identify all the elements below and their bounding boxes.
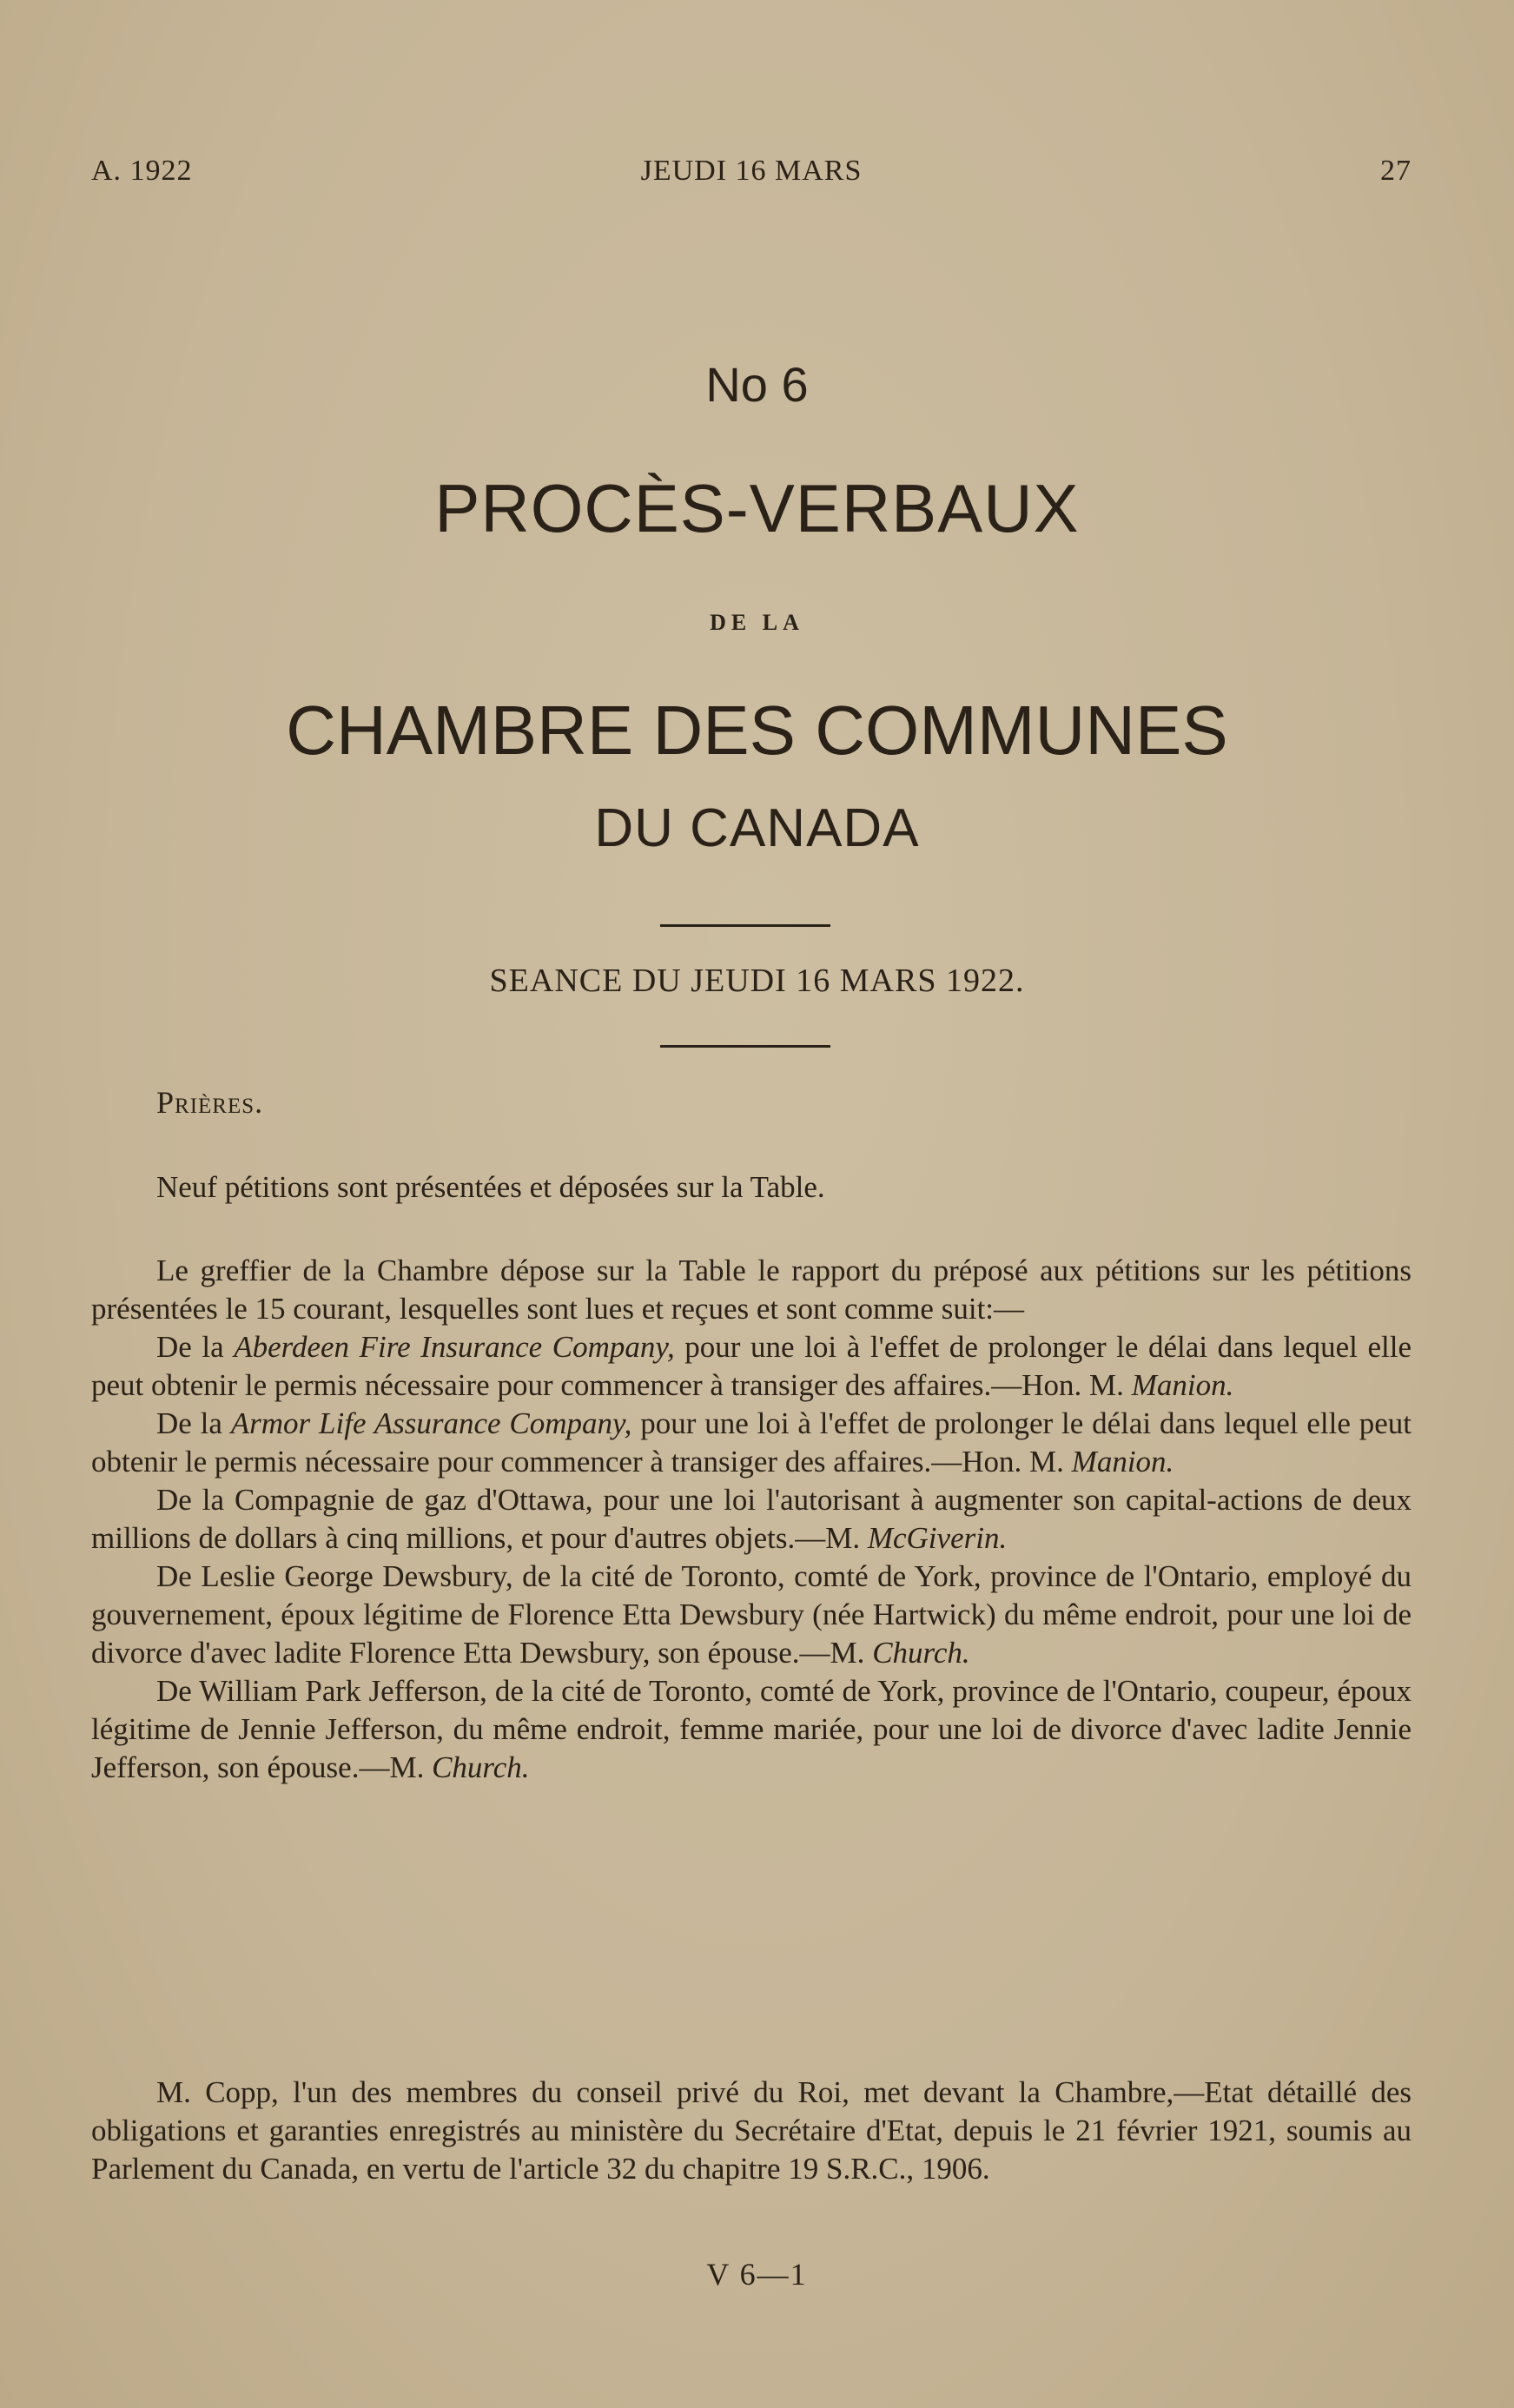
divider-bottom (660, 1045, 830, 1048)
report-section (91, 1252, 1412, 1787)
petition-text: De Leslie George Dewsbury, de la cité de Toronto, comté de York, province de l'Ontario, employé du gouvernement, époux légitime de Florence Etta Dewsbury (née Hartwick) du même endroit, pour une loi de divorce d'avec ladite Florence Etta Dewsbury, son épouse.—M. (91, 1559, 1412, 1670)
signature-mark: V 6—1 (706, 2257, 808, 2292)
petition-text: pour une loi à l'effet de prolonger le délai dans lequel elle peut obtenir le permis nécessaire pour commencer à transiger des affaires.—Hon. M. (91, 1406, 1412, 1479)
petition-text: De la Compagnie de gaz d'Ottawa, pour une loi l'autorisant à augmenter son capital-actions de deux millions de dollars à cinq millions, et pour d'autres objets.—M. (91, 1483, 1412, 1555)
petition-member: Manion. (1131, 1368, 1234, 1402)
petition-member: Manion. (1071, 1445, 1174, 1479)
petition-company: Armor Life Assurance Company, (230, 1406, 632, 1440)
petition-member: Church. (872, 1636, 970, 1670)
petition-item (91, 1405, 1412, 1481)
petition-text: De William Park Jefferson, de la cité de Toronto, comté de York, province de l'Ontario, coupeur, époux légitime de Jennie Jefferson, du même endroit, femme mariée, pour une loi de divorce d'avec ladite Jennie Jefferson, son épouse.—M. (91, 1674, 1412, 1784)
year-label: A. 1922 (91, 155, 193, 187)
petition-company: Aberdeen Fire Insurance Company, (234, 1330, 675, 1364)
country-title: DU CANADA (594, 798, 920, 858)
petition-item (91, 1672, 1412, 1787)
issue-number: No 6 (705, 357, 809, 412)
petition-list (91, 1328, 1412, 1787)
petitions-paragraph: Neuf pétitions sont présentées et déposées sur la Table. (156, 1170, 825, 1204)
petition-item (91, 1481, 1412, 1558)
petition-item (91, 1558, 1412, 1672)
copp-paragraph: M. Copp, l'un des membres du conseil privé du Roi, met devant la Chambre,—Etat détaillé des obligations et garanties enregistrés au ministère du Secrétaire d'Etat, depuis le 21 février 1921, soumis au Parlement du Canada, en vertu de l'article 32 du chapitre 19 S.R.C., 1906. (91, 2075, 1412, 2186)
prayers-heading: Prières. (156, 1085, 264, 1120)
petition-prefix: De la (156, 1330, 235, 1364)
chamber-title: CHAMBRE DES COMMUNES (286, 691, 1228, 769)
report-intro: Le greffier de la Chambre dépose sur la Table le rapport du préposé aux pétitions sur les pétitions présentées le 15 courant, lesquelles sont lues et reçues et sont comme suit:— (91, 1254, 1412, 1326)
document-title: PROCÈS-VERBAUX (434, 470, 1080, 546)
petition-member: McGiverin. (867, 1521, 1008, 1555)
petition-text: pour une loi à l'effet de prolonger le délai dans lequel elle peut obtenir le permis nécessaire pour commencer à transiger des affaires.—Hon. M. (91, 1330, 1412, 1402)
title-connector: DE LA (710, 610, 804, 635)
petition-member: Church. (432, 1750, 530, 1784)
running-head (91, 155, 1412, 198)
divider-top (660, 924, 830, 927)
page-number: 27 (1380, 155, 1412, 187)
petition-item (91, 1328, 1412, 1405)
petition-prefix: De la (156, 1406, 231, 1440)
sitting-heading: SEANCE DU JEUDI 16 MARS 1922. (489, 963, 1025, 999)
date-header: JEUDI 16 MARS (640, 155, 863, 187)
